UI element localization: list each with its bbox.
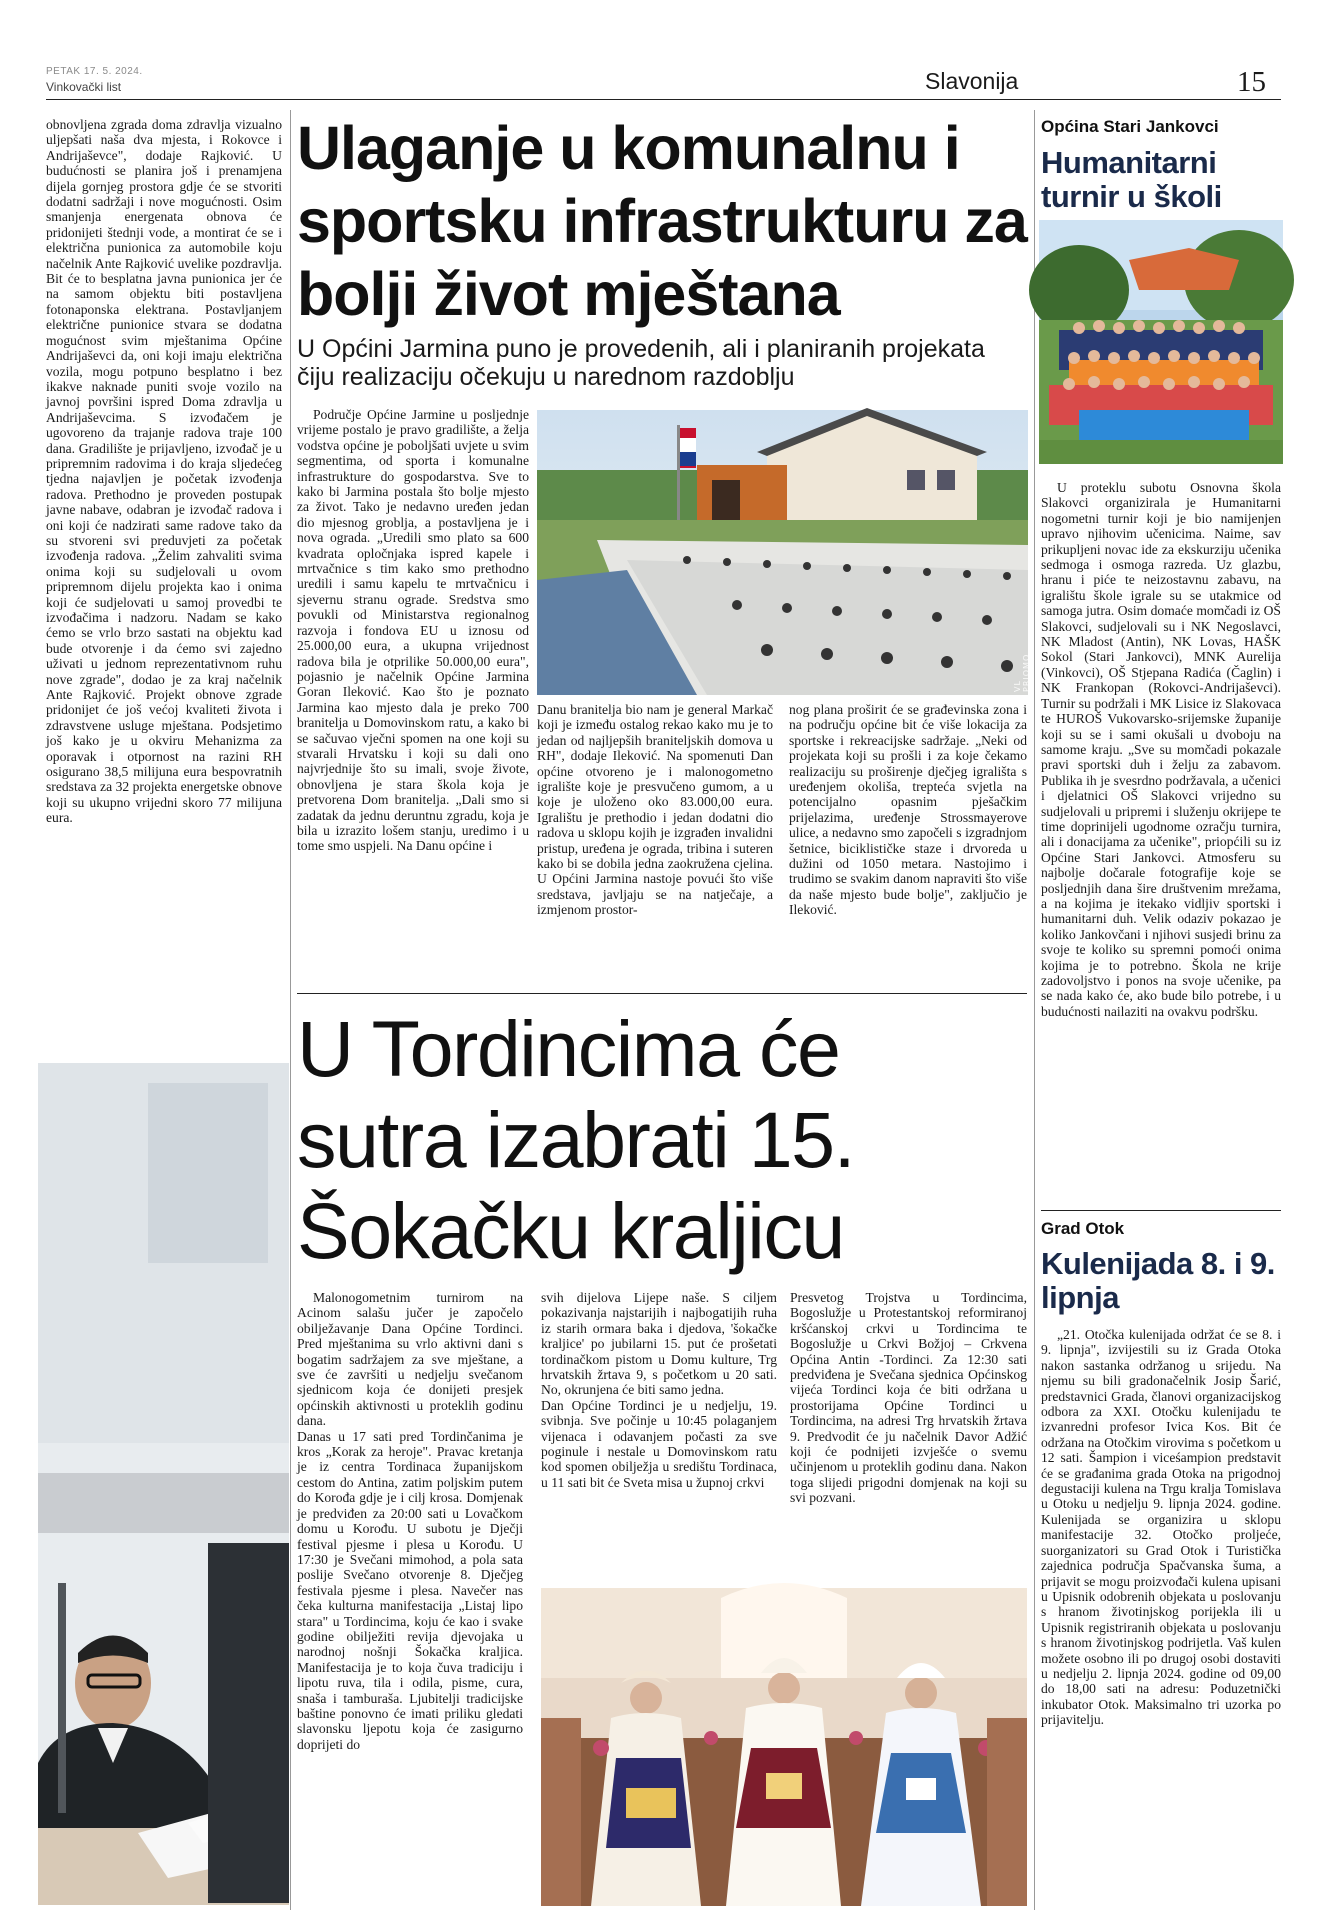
- portrait-photo: [38, 1063, 289, 1905]
- tordinci-col1: Malonogometnim turnirom na Acinom salašu jučer je započelo obilježavanje Dana Općine Tordinci. Pred mještanima su vrlo aktivni dani s bogatim sadržajem za sve mještane, a sve će završiti u nedjelju svečanom sjednicom koja će donijeti presjek općinskih aktivnosti u proteklih godinu dana. Danas u 17 sati pred Tordinčanima je kros „Korak za heroje". Pravac kretanja je iz centra Tordinaca županijskom cestom do Antina, zatim poljskim putem do Korođa gdje je i cilj krosa. Domjenak je predviđen za 20:00 sati u Lovačkom domu u Korođu. U subotu je Dječji festival pjesme i plesa u Korođu. U 17:30 je Svečani mimohod, a pola sata poslije Svečano otvorenje 8. Dječjeg festivala pjesme i plesa. Navečer nas čeka kulturna manifestacija „Listaj lipo stara" u Tordincima, koju će kao i svake godine obilježiti revija djevojaka u narodnoj nošnji Šokačka kraljica. Manifestacija je to koja čuva tradiciju i lipotu ruva, tila i odila, pisme, cura, snaša i tamburaša. Ljubitelji tradicijske baštine ponovno će imati priliku gledati slavonsku ljepotu koja će zasigurno doprijeti do: [297, 1290, 523, 1752]
- jarmina-col2: Danu branitelja bio nam je general Markač koji je između ostalog rekao kako mu je to jedan od najljepših braniteljskih domova u RH", dodaje Ileković. Na spomenuti Dan općine otvoreno je i malonogometno igralište koje je presvučeno gumom, a u koje je uloženo oko 83.000,00 eura. Igralištu je prethodio i jedan dodatni dio radova u sklopu kojih je izgrađen invalidni pristup, uređena je ograda, tribina i suteren kako bi se dobila jedna zaokružena cjelina. U Općini Jarmina nastoje povući što više sredstava, javljaju se na natječaje, a izmjenom prostor-: [537, 702, 773, 918]
- otok-kicker: Grad Otok: [1041, 1219, 1125, 1238]
- left-column-text: obnovljena zgrada doma zdravlja vizualno uljepšati naša dva mjesta, i Rokovce i Andrijaševce", dodaje Rajković. U budućnosti se planira još i prenamjena dijela gornjeg prostora gdje će se stvoriti dodatni sadržaji i nove mogućnosti. Osim smanjenja energenata obnova će pridonijeti štednji vode, a montirat će se i električna punionica za automobile koju načelnik Ante Rajković uvelike pozdravlja. Bit će to besplatna javna punionica jer će na samom objektu biti postavljena fotonaponska elektrana. Postavljanjem električne punionice stvara se dodatna mogućnost svim mještanima Općine Andrijaševci da, oni koji imaju električna vozila, mogu potpuno besplatno i bez ikakve naknade puniti svoje vozilo na javnoj površini ispred Doma zdravlja u Andrijaševcima. S izvođačem je ugovoreno da trajanje radova traje 100 dana. Gradilište je prijavljeno, izvođač je u pripremnim radovima i do kraja sljedećeg tjedna najavljen je početak izvođenja radova. Prethodno je proveden postupak javne nabave, odabran je izvođač radova i oni koji će nadzirati same radove tako da su stvoreni svi preduvjeti za početak izvođenja radova. „Želim zahvaliti svima onima koji su sudjelovali u ovom pripremnom dijelu projekta kao i onima koji će sudjelovati u samoj provedbi te izvođačima i nadzoru. Nadam se kako ćemo se vrlo brzo sastati na objektu kad bude otvorenje i da ćemo svi zajedno uživati u jednom reprezentativnom ruhu nove zgrade", dodao je za kraj načelnik Ante Rajković. Projekt obnove zgrade pridonijet će još većoj kvaliteti života i zdravstvene usluge mještana. Podsjetimo još kako je u okviru Mehanizma za oporavak i otpornost na razini RH osigurano 38,5 milijuna eura bespovratnih sredstava za 32 projekta energetske obnove koji su ukupno vrijedni skoro 77 milijuna eura.: [46, 117, 282, 826]
- jankovci-headline: Humanitarni turnir u školi: [1041, 145, 1222, 214]
- jarmina-headline: Ulaganje u komunalnu i sportsku infrastrukturu za bolji život mještana: [297, 114, 1027, 328]
- column-divider-left: [290, 110, 291, 1910]
- article-divider: [297, 993, 1027, 994]
- otok-text: „21. Otočka kulenijada održat će se 8. i 9. lipnja", izvijestili su iz Grada Otoka nakon sastanka održanog u srijedu. Na njemu su bili gradonačelnik Josip Šarić, predstavnici Grada, članovi organizacijskog odbora za XXI. Otočku kulenijadu te izvanredni profesor Ivica Kos. Bit će održana na Otočkim virovima s početkom u 12 sati. Šampion i viceśampion predstavit će se građanima grada Otoka na prigodnoj degustaciji kulena na Trgu kralja Tomislava u Otoku u nedjelju 9. lipnja 2024. godine. Kulenijada se organizira u sklopu manifestacije 32. Otočko proljeće, suorganizatori su Grad Otok i Turistička zajednica područja Spačvanska šuma, a prijavit se mogu proizvođači kulena upisani u Upisnik odobrenih objekata u poslovanju s hranom životinjskog porijekla ili u Upisnik registriranih objekata u poslovanju s hranom životinjskog podrijetla. Vaš kulen možete osobno ili po drugoj osobi dostaviti u nedjelju 2. lipnja 2024. godine od 09,00 do 18,00 sati na adresu: Poduzetnički inkubator Otok. Maksimalno tri uzorka po prijavitelju.: [1041, 1327, 1281, 1728]
- tordinci-col2: svih dijelova Lijepe naše. S ciljem pokazivanja najstarijih i najbogatijih ruha iz starih ormara baka i djedova, 'šokačke kraljice' po jubilarni 15. put će prošetati tordinačkom pistom u Domu kulture, Trg hrvatskih žrtava 9, s početkom u 20 sati. No, okrunjena će biti samo jedna. Dan Općine Tordinci je u nedjelju, 19. svibnja. Sve počinje u 10:45 polaganjem vijenaca i odavanjem počasti za sve poginule i nestale u Domovinskom ratu kod spomen obilježja u središtu Tordinaca, u 11 sati bit će Sveta misa u župnoj crkvi: [541, 1290, 777, 1490]
- column-divider-right: [1034, 110, 1035, 1910]
- sidebar-divider: [1041, 1210, 1281, 1211]
- jarmina-photo: [537, 410, 1031, 695]
- jankovci-kicker: Općina Stari Jankovci: [1041, 117, 1219, 136]
- jarmina-col1: Područje Općine Jarmine u posljednje vrijeme postalo je pravo gradilište, a želja vodstva općine je poboljšati uvjete u svim segmentima, od sporta i komunalne infrastrukture do gospodarstva. Sve to kako bi Jarmina postala što bolje mjesto za život. Tako je nedavno uređen jedan dio mjesnog groblja, a postavljena je i nova ograda. „Uredili smo plato sa 600 kvadrata opločnjaka ispred kapele i mrtvačnice s tim kako smo prethodno uredili i samu kapelu te mrtvačnicu i sjevernu stranu ograde. Sredstva smo povukli od Ministarstva regionalnog razvoja i fondova EU u iznosu od 25.000,00 eura, a ukupna vrijednost radova bila je otprilike 50.000,00 eura", pojasnio je načelnik Općine Jarmina Goran Ileković. Kao što je poznato Jarmina kao mjesto dala je preko 700 branitelja u Domovinskom ratu, a kako bi se sačuvao vječni spomen na one koji su stvarali Hrvatsku i koji su dali ono najvrjednije što su imali, svoje živote, obnovljena je stara škola koja je pretvorena Dom branitelja. „Dali smo si zadatak da jednu deruntnu zgradu, koja je bila u izrazito lošem stanju, uredimo i u tome smo uspjeli. Na Danu općine i: [297, 407, 529, 854]
- header-rule: [46, 99, 1281, 100]
- jarmina-col3: nog plana proširit će se građevinska zona i na području općine bit će više lokacija za sportske i rekreacijske sadržaje. „Neki od projekata koji su prošli i za koje čekamo realizaciju su proširenje dječjeg igrališta s uređenjem okoliša, trepteća svjetla na potencijalno opasnim pješačkim prijelazima, uređenje Strossmayerove ulice, a nedavno smo započeli s izgradnjom šetnice, biciklističke staze i drvoreda u dužini od 1050 metara. Nastojimo i trudimo se svakim danom napraviti što više da naše mjesto bude bolje", zaključio je Ileković.: [789, 702, 1027, 918]
- jarmina-subheadline: U Općini Jarmina puno je provedenih, ali i planiranih projekata čiju realizaciju očekuju u narednom razdoblju: [297, 335, 985, 391]
- page-date: PETAK 17. 5. 2024.: [46, 66, 143, 77]
- page-number: 15: [1237, 66, 1266, 98]
- jankovci-text: U proteklu subotu Osnovna škola Slakovci organizirala je Humanitarni nogometni turnir koji je bio namijenjen upravo njihovim učenicima. Naime, sav prikupljeni novac ide za ekskurziju učenika sedmoga i osmoga razreda. Uz glazbu, hranu i piće te neizostavnu zabavu, na igralištu škole igrale su se utakmice od samoga jutra. Osim domaće momčadi iz OŠ Slakovci, sudjelovali su i NK Negoslavci, NK Mladost (Antin), NK Lovas, HAŠK Sokol (Stari Jankovci), MNK Aurelija (Vinkovci), OŠ Stjepana Radića (Čaglin) i NK Frankopan (Rokovci-Andrijaševci). Turnir su podržali i MK Lisice iz Slakovaca te HUROŠ Vukovarsko-srijemske županije koji su se i sami okušali u dvoboju na samome kraju. „Sve su momčadi pokazale pravi sportski duh i želju za zabavom. Publika ih je svesrdno podržavala, a učenici i djelatnici OŠ Slakovci vrijedno su sudjelovali u pripremi i služenju okrijepe te time doprinijeli ugodnome ozračju turnira, ali i donacijama za učenike", priopćili su iz Općine Stari Jankovci. Atmosferu su najbolje dočarale fotografije koje se posljednjih dana šire društvenim mrežama, a na kojima je itekako vidljiv sportski i humanitarni duh. Velik odaziv pokazao je koliko Jankovčani i njihovi susjedi brinu za svoje te koliko su spremni pomoći onima kojima je to potrebno. Škola ne krije zadovoljstvo i ponos na svoje učenike, pa se nada kako će, ako bude bilo potrebe, i u budućnosti nailaziti na ovakvu podršku.: [1041, 480, 1281, 1019]
- otok-headline: Kulenijada 8. i 9. lipnja: [1041, 1246, 1275, 1315]
- tordinci-photo-credit: VL PRIOMO: [531, 1846, 540, 1900]
- tordinci-photo: [531, 1588, 1027, 1906]
- tordinci-col3: Presvetog Trojstva u Tordincima, Bogoslužje u Protestantskoj reformiranoj kršćanskoj crkvi u Tordincima te Bogoslužje u Crkvi Božjoj – Crkvena Općina Antin -Tordinci. Za 12:30 sati predviđena je Svečana sjednica Općinskog vijeća Tordinci koja će biti održana u prostorijama Općine Tordinci u Tordincima, na adresi Trg hrvatskih žrtava 9. Predvodit će ju načelnik Davor Adžić koji će podnijeti izvješće o svemu učinjenom u proteklih godinu dana. Nakon toga slijedi prigodni domjenak na koji su svi pozvani.: [790, 1290, 1027, 1506]
- tordinci-headline: U Tordincima će sutra izabrati 15. Šokačku kraljicu: [297, 1004, 855, 1275]
- jarmina-photo-credit: VL PRIOMO: [1013, 653, 1031, 692]
- jankovci-photo: [1039, 220, 1283, 464]
- paper-name: Vinkovački list: [46, 80, 122, 94]
- section-title: Slavonija: [925, 68, 1019, 94]
